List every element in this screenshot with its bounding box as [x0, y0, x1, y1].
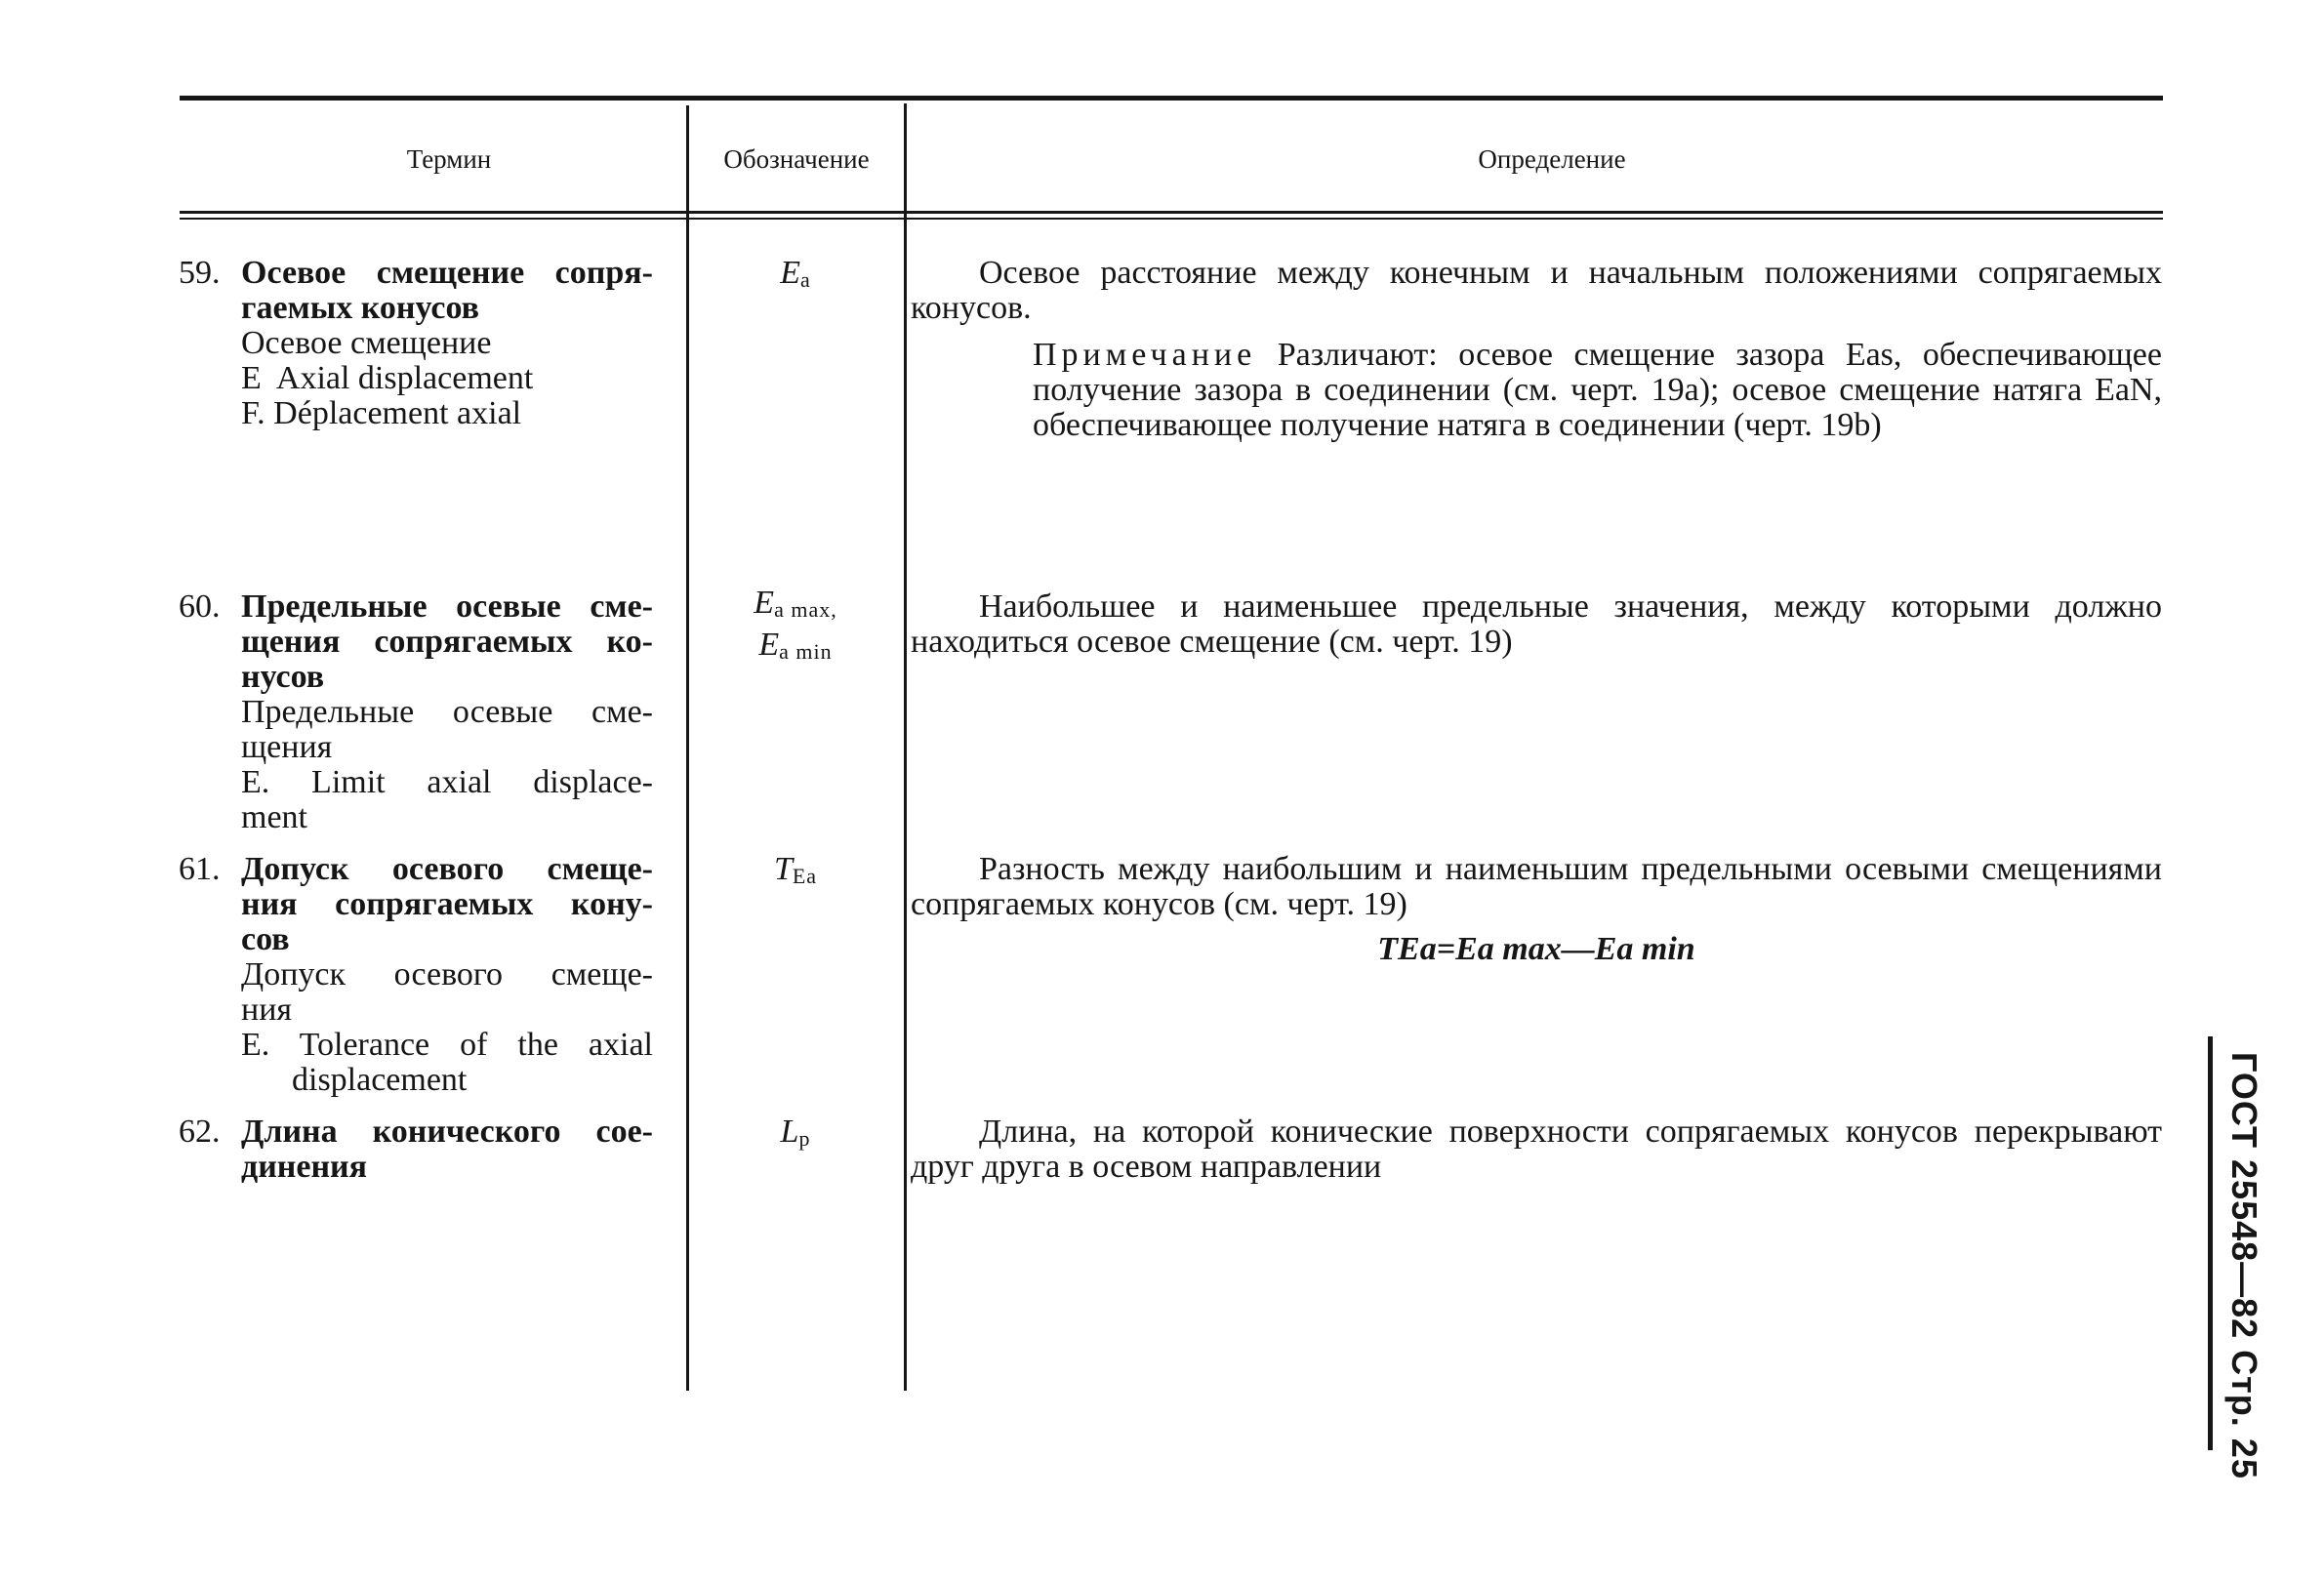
- note-label: Примечание: [1033, 337, 1257, 373]
- formula: TEa=Ea max—Ea min: [1377, 931, 1695, 967]
- term-59: [179, 256, 653, 431]
- symbol-60: [688, 586, 903, 669]
- symbol-61: $T_{Ea}$: [773, 851, 818, 888]
- definition-59: [911, 256, 2162, 443]
- header-bottom-rule: [180, 211, 2163, 214]
- term-number: 62.: [179, 1114, 221, 1150]
- symbol-min: $E_{a min}$: [758, 627, 833, 664]
- column-divider-1: [686, 105, 689, 1391]
- term-60: [179, 589, 653, 835]
- term-title-line: ния сопрягаемых кону-: [241, 886, 653, 922]
- side-rule: [2208, 1036, 2213, 1450]
- term-synonym: Предельные осевые сме-: [241, 694, 653, 730]
- term-title-line: нусов: [241, 659, 325, 695]
- term-foreign-en: ment: [241, 799, 307, 835]
- definition-text: Длина, на которой конические поверхности сопрягаемых конусов перекрывают друг друга в осевом направлении: [911, 1114, 2162, 1185]
- term-title-line: Длина конического сое-: [241, 1114, 653, 1150]
- note-text: Различают: осевое смещение зазора Eas, обеспечивающее получение зазора в соединении (см. черт. 19a); осевое смещение натяга EaN, обеспечивающее получение натяга в соединении (черт. 19b): [1033, 337, 2162, 443]
- term-synonym: щения: [241, 729, 333, 765]
- definition-text: Осевое расстояние между конечным и начальным положениями сопрягаемых конусов.: [911, 255, 2162, 326]
- definition-61: [911, 852, 2162, 967]
- term-foreign-en: E Axial displacement: [241, 360, 534, 396]
- header-bottom-rule-thin: [180, 218, 2163, 220]
- term-synonym: Осевое смещение: [241, 325, 492, 361]
- header-term: Термин: [406, 144, 492, 174]
- term-synonym: Допуск осевого смеще-: [241, 956, 653, 993]
- term-foreign-en: E. Tolerance of the axial: [241, 1027, 653, 1063]
- term-title-line: сов: [241, 921, 290, 957]
- term-synonym: ния: [241, 992, 293, 1028]
- column-divider-2: [904, 103, 907, 1391]
- term-title-line: динения: [241, 1149, 368, 1185]
- side-label: ГОСТ 25548—82 Стр. 25: [2224, 1052, 2264, 1479]
- term-62: [179, 1114, 653, 1185]
- header-definition: Определение: [1478, 144, 1626, 174]
- term-title-line: Осевое смещение сопря-: [241, 255, 653, 291]
- definition-60: [911, 589, 2162, 660]
- definition-62: [911, 1114, 2162, 1185]
- term-title-line: гаемых конусов: [241, 290, 480, 326]
- term-title-line: Предельные осевые сме-: [241, 588, 653, 625]
- table-top-rule: [180, 96, 2163, 101]
- symbol-max: $E_{a max,}$: [754, 585, 837, 622]
- term-number: 59.: [179, 255, 221, 291]
- symbol-59: $E_a$: [780, 255, 811, 292]
- definition-text: Разность между наибольшим и наименьшим предельными осевыми смещениями сопрягаемых конусов (см. черт. 19): [911, 851, 2162, 922]
- symbol-62: $L_p$: [780, 1114, 811, 1151]
- term-foreign-fr: F. Déplacement axial: [241, 395, 522, 431]
- term-title-line: Допуск осевого смеще-: [241, 851, 653, 887]
- term-number: 60.: [179, 588, 221, 625]
- definition-text: Наибольшее и наименьшее предельные значения, между которыми должно находиться осевое смещение (см. черт. 19): [911, 588, 2162, 660]
- definition-note: [1033, 338, 2162, 443]
- term-foreign-en: E. Limit axial displace-: [241, 764, 653, 800]
- term-number: 61.: [179, 851, 221, 887]
- term-title-line: щения сопрягаемых ко-: [241, 624, 653, 660]
- term-61: [179, 852, 653, 1098]
- header-symbol: Обозначение: [723, 144, 870, 174]
- term-foreign-en: displacement: [292, 1062, 468, 1098]
